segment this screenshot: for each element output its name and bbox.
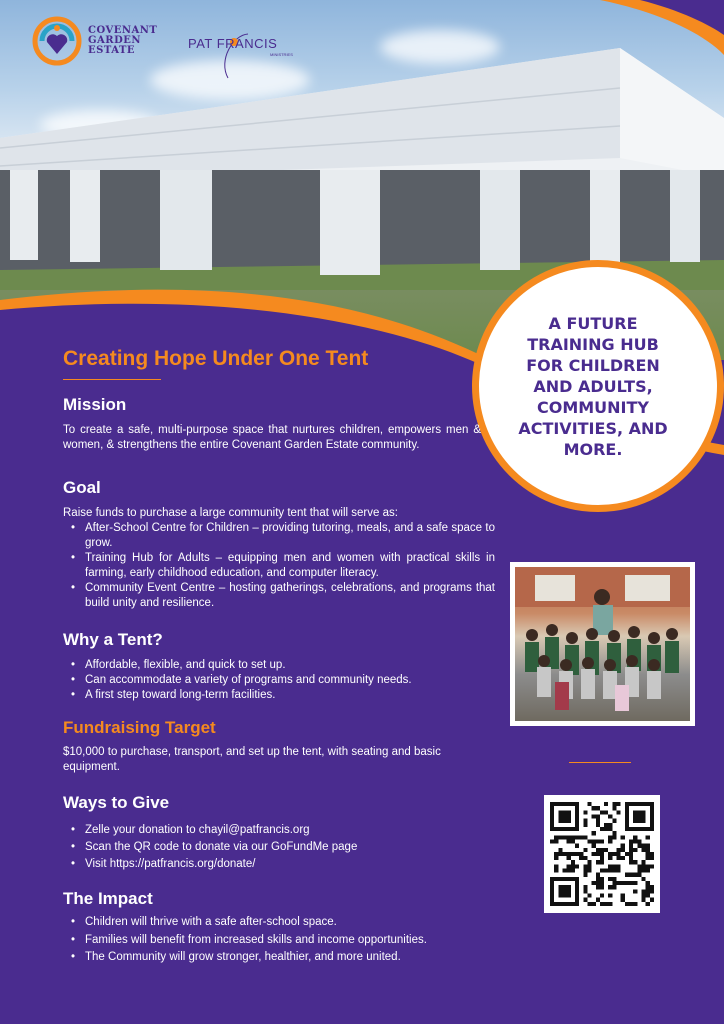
- pat-francis-logo: [188, 30, 298, 80]
- callout-circle: [472, 260, 724, 512]
- list-item: • After-School Centre for Children – providing tutoring, meals, and a safe space to grow.: [67, 521, 495, 551]
- why-list: [67, 658, 487, 703]
- list-item: • Visit https://patfrancis.org/donate/: [67, 856, 487, 873]
- cge-heart-icon: [32, 12, 82, 70]
- impact-heading: The Impact: [63, 889, 153, 908]
- list-item: • Children will thrive with a safe after-school space.: [67, 914, 487, 932]
- pf-name: PAT FRANCIS: [188, 36, 278, 51]
- children-group-icon: [515, 567, 690, 721]
- callout-text: A FUTURE TRAINING HUB FOR CHILDREN AND ADULTS, COMMUNITY ACTIVITIES, AND MORE.: [518, 313, 668, 459]
- goal-heading: Goal: [63, 478, 101, 497]
- pf-subtitle: MINISTRIES: [270, 52, 293, 57]
- mission-text: To create a safe, multi-purpose space that nurtures children, empowers men & women, & strengthens the entire Covenant Garden Estate community.: [63, 424, 481, 451]
- goal-intro: Raise funds to purchase a large community tent that will serve as:: [63, 507, 398, 519]
- page-title: Creating Hope Under One Tent: [63, 347, 369, 370]
- cge-line-1: COVENANT: [88, 25, 158, 36]
- qr-code-icon: [550, 801, 654, 907]
- list-item: • Scan the QR code to donate via our GoFundMe page: [67, 839, 487, 856]
- list-item: • A first step toward long-term facilities.: [67, 688, 487, 703]
- list-item: • Affordable, flexible, and quick to set up.: [67, 658, 487, 673]
- list-item: • Community Event Centre – hosting gatherings, celebrations, and programs that build unity and resilience.: [67, 581, 495, 611]
- mission-heading: Mission: [63, 395, 127, 414]
- section-divider: [569, 762, 631, 763]
- list-item: • Families will benefit from increased skills and income opportunities.: [67, 932, 487, 950]
- list-item: • Training Hub for Adults – equipping men and women with practical skills in farming, early childhood education, and computer literacy.: [67, 551, 495, 581]
- impact-list: [67, 914, 487, 967]
- target-heading: Fundraising Target: [63, 718, 216, 737]
- goal-list: [67, 521, 495, 611]
- why-heading: Why a Tent?: [63, 630, 163, 649]
- give-list: [67, 822, 487, 873]
- covenant-garden-estate-logo: [32, 12, 157, 70]
- qr-code[interactable]: [544, 795, 660, 913]
- give-heading: Ways to Give: [63, 793, 170, 812]
- title-divider: [63, 379, 161, 380]
- list-item: • Can accommodate a variety of programs and community needs.: [67, 673, 487, 688]
- list-item: • The Community will grow stronger, healthier, and more united.: [67, 949, 487, 967]
- cge-line-3: ESTATE: [88, 45, 136, 56]
- children-photo: [510, 562, 695, 726]
- cge-line-2: GARDEN: [88, 35, 142, 46]
- target-text: $10,000 to purchase, transport, and set up the tent, with seating and basic equipment.: [63, 746, 441, 773]
- list-item: • Zelle your donation to chayil@patfrancis.org: [67, 822, 487, 839]
